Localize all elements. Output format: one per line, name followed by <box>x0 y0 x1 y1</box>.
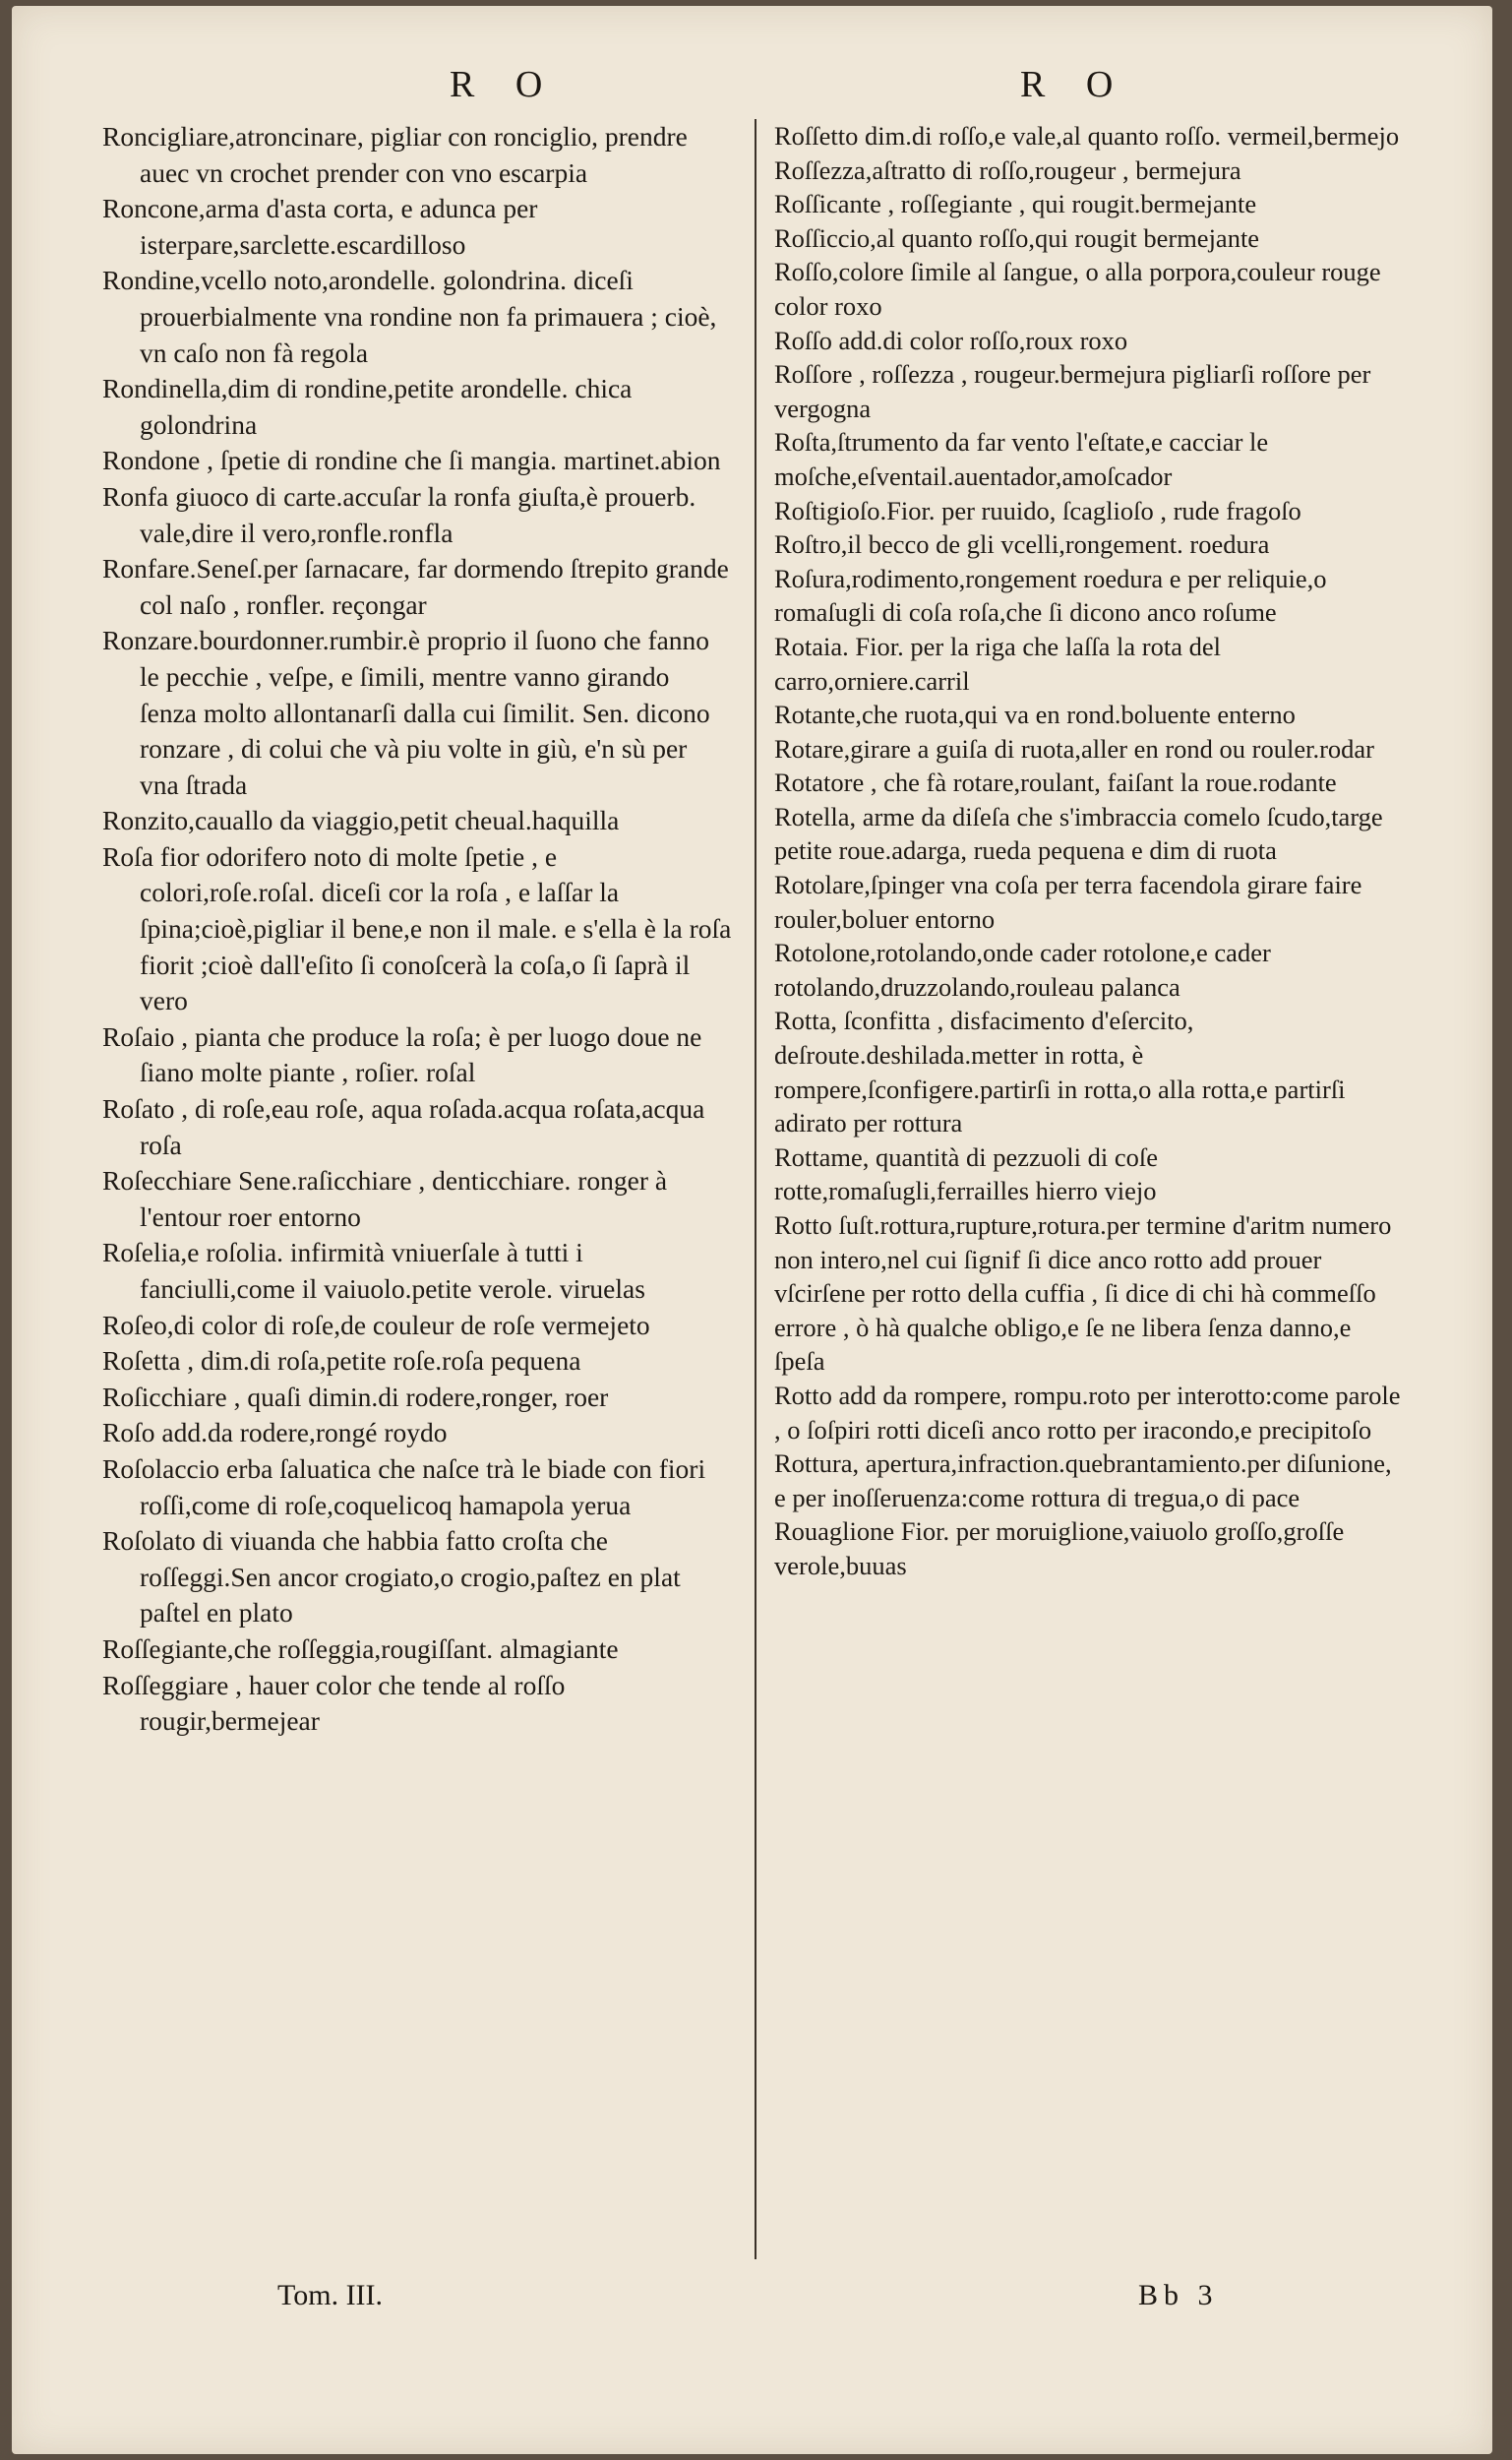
dictionary-entry: Rottura, apertura,infraction.quebrantamiento.per diſunione, e per inoſſeruenza:come rottura di tregua,o di pace <box>774 1448 1392 1512</box>
dictionary-entry: Ronzare.bourdonner.rumbir.è proprio il ſuono che fanno le pecchie , veſpe, e ſimili, mentre vanno girando ſenza molto allontanarſi dalla cui ſimilit. Sen. dicono ronzare , di colui che và piu volte in giù, e'n sù per vna ſtrada <box>102 625 710 800</box>
gathering-signature: Bb 3 <box>1138 2279 1219 2311</box>
dictionary-entry: Rotella, arme da diſeſa che s'imbraccia comelo ſcudo,targe petite roue.adarga, rueda pequena e dim di ruota <box>774 801 1383 866</box>
dictionary-entry: Roſetta , dim.di roſa,petite roſe.roſa pequena <box>102 1345 581 1377</box>
dictionary-entry: Roſa fior odorifero noto di molte ſpetie , e colori,roſe.roſal. diceſi cor la roſa , e laſſar la ſpina;cioè,pigliar il bene,e non il male. e s'ella è la roſa fiorit ;cioè dall'eſito ſi conoſcerà la coſa,o ſi ſaprà il vero <box>102 840 732 1016</box>
dictionary-entry: Roſecchiare Sene.raſicchiare , denticchiare. ronger à l'entour roer entorno <box>102 1165 668 1232</box>
dictionary-entry: Roſſiccio,al quanto roſſo,qui rougit bermejante <box>774 222 1260 253</box>
dictionary-entry: Ronfa giuoco di carte.accuſar la ronfa giuſta,è prouerb. vale,dire il vero,ronfle.ronfla <box>102 480 696 548</box>
dictionary-entry: Rotolare,ſpinger vna coſa per terra facendola girare faire rouler,boluer entorno <box>774 870 1362 934</box>
dictionary-entry: Roſſeggiare , hauer color che tende al roſſo rougir,bermejear <box>102 1669 566 1737</box>
dictionary-entry: Rondine,vcello noto,arondelle. golondrina. diceſi prouerbialmente vna rondine non fa primauera ; cioè, vn caſo non fà regola <box>102 265 717 368</box>
column-divider <box>755 119 756 2259</box>
dictionary-entry: Ronzito,cauallo da viaggio,petit cheual.haquilla <box>102 805 620 836</box>
dictionary-page <box>12 6 1492 2454</box>
dictionary-entry: Roſſo,colore ſimile al ſangue, o alla porpora,couleur rouge color roxo <box>774 257 1381 321</box>
dictionary-entry: Rottame, quantità di pezzuoli di coſe rotte,romaſugli,ferrailles hierro viejo <box>774 1141 1159 1206</box>
dictionary-entry: Rotaia. Fior. per la riga che laſſa la rota del carro,orniere.carril <box>774 631 1222 696</box>
dictionary-entry: Rotare,girare a guiſa di ruota,aller en rond ou rouler.rodar <box>774 733 1374 764</box>
dictionary-entry: Roſo add.da rodere,rongé roydo <box>102 1417 448 1448</box>
dictionary-entry: Roſtro,il becco de gli vcelli,rongement. roedura <box>774 529 1270 560</box>
right-column <box>774 119 1404 1583</box>
left-column <box>102 119 732 1740</box>
dictionary-entry: Roſta,ſtrumento da far vento l'eſtate,e cacciar le moſche,eſventail.auentador,amoſcador <box>774 427 1269 491</box>
dictionary-entry: Ronfare.Seneſ.per ſarnacare, far dormendo ſtrepito grande col naſo , ronfler. reçongar <box>102 553 729 620</box>
running-head-left: R O <box>450 64 559 105</box>
dictionary-entry: Roſaio , pianta che produce la roſa; è per luogo doue ne ſiano molte piante , roſier. roſal <box>102 1020 702 1088</box>
dictionary-entry: Rotto add da rompere, rompu.roto per interotto:come parole , o ſoſpiri rotti diceſi anco rotto per iracondo,e precipitoſo <box>774 1380 1401 1445</box>
dictionary-entry: Roſſore , roſſezza , rougeur.bermejura pigliarſi roſſore per vergogna <box>774 359 1371 423</box>
dictionary-entry: Roncigliare,atroncinare, pigliar con roncigliо, prendre auec vn crochet prender con vno escarpia <box>102 121 688 188</box>
dictionary-entry: Roſſegiante,che roſſeggia,rougiſſant. almagiante <box>102 1632 619 1664</box>
dictionary-entry: Rotta, ſconfitta , disfacimento d'eſercito, deſroute.deshilada.metter in rotta, è rompere,ſconfigere.partirſi in rotta,o alla rotta,e partirſi adirato per rottura <box>774 1006 1346 1138</box>
dictionary-entry: Rondinella,dim di rondine,petite arondelle. chica golondrina <box>102 373 633 440</box>
dictionary-entry: Rotatore , che fà rotare,roulant, faiſant la roue.rodante <box>774 768 1337 798</box>
volume-signature: Tom. III. <box>277 2279 384 2311</box>
running-head-right: R O <box>1020 64 1129 105</box>
dictionary-entry: Rotolone,rotolando,onde cader rotolone,e cader rotolando,druzzolando,rouleau palanca <box>774 938 1271 1002</box>
dictionary-entry: Roſicchiare , quaſi dimin.di rodere,ronger, roer <box>102 1381 609 1412</box>
dictionary-entry: Roſelia,e roſolia. infirmità vniuerſale à tutti i fanciulli,come il vaiuolo.petite verole. viruelas <box>102 1237 645 1304</box>
dictionary-entry: Rotante,che ruota,qui va en rond.boluente enterno <box>774 700 1296 730</box>
dictionary-entry: Roſſicante , roſſegiante , qui rougit.bermejante <box>774 189 1257 219</box>
dictionary-entry: Roſſo add.di color roſſo,roux roxo <box>774 325 1128 355</box>
dictionary-entry: Roſſetto dim.di roſſo,e vale,al quanto roſſo. vermeil,bermejo <box>774 121 1400 151</box>
dictionary-entry: Roſſezza,aſtratto di roſſo,rougeur , bermejura <box>774 154 1241 185</box>
dictionary-entry: Roſato , di roſe,eau roſe, aqua roſada.acqua roſata,acqua roſa <box>102 1093 705 1160</box>
dictionary-entry: Roncone,arma d'asta corta, e adunca per isterpare,sarclette.escardilloso <box>102 193 538 260</box>
dictionary-entry: Rotto ſuſt.rottura,rupture,rotura.per termine d'aritm numero non intero,nel cui ſignif ſi dice anco rotto add prouer vſcirſene per rotto della cuffia , ſi dice di chi hà commeſſo errore , ò hà qualche obligo,e ſe ne libera ſenza danno,e ſpeſa <box>774 1210 1392 1377</box>
dictionary-entry: Rondone , ſpetie di rondine che ſi mangia. martinet.abion <box>102 445 721 476</box>
dictionary-entry: Roſeo,di color di roſe,de couleur de roſe vermejeto <box>102 1309 650 1340</box>
dictionary-entry: Roſura,rodimento,rongement roedura e per reliquie,o romaſugli di coſa roſa,che ſi dicono anco roſume <box>774 563 1327 628</box>
dictionary-entry: Roſolato di viuanda che habbia fatto croſta che roſſeggi.Sen ancor crogiato,o crogio,paſtez en plat paſtel en plato <box>102 1525 681 1629</box>
dictionary-entry: Roſtigioſo.Fior. per ruuido, ſcaglioſo , rude fragoſo <box>774 495 1301 525</box>
dictionary-entry: Roſolaccio erba ſaluatica che naſce trà le biade con fiori roſſi,come di roſe,coquelicoq hamapola yerua <box>102 1452 706 1520</box>
dictionary-entry: Rouaglione Fior. per moruiglione,vaiuolo groſſo,groſſe verole,buuas <box>774 1516 1345 1580</box>
